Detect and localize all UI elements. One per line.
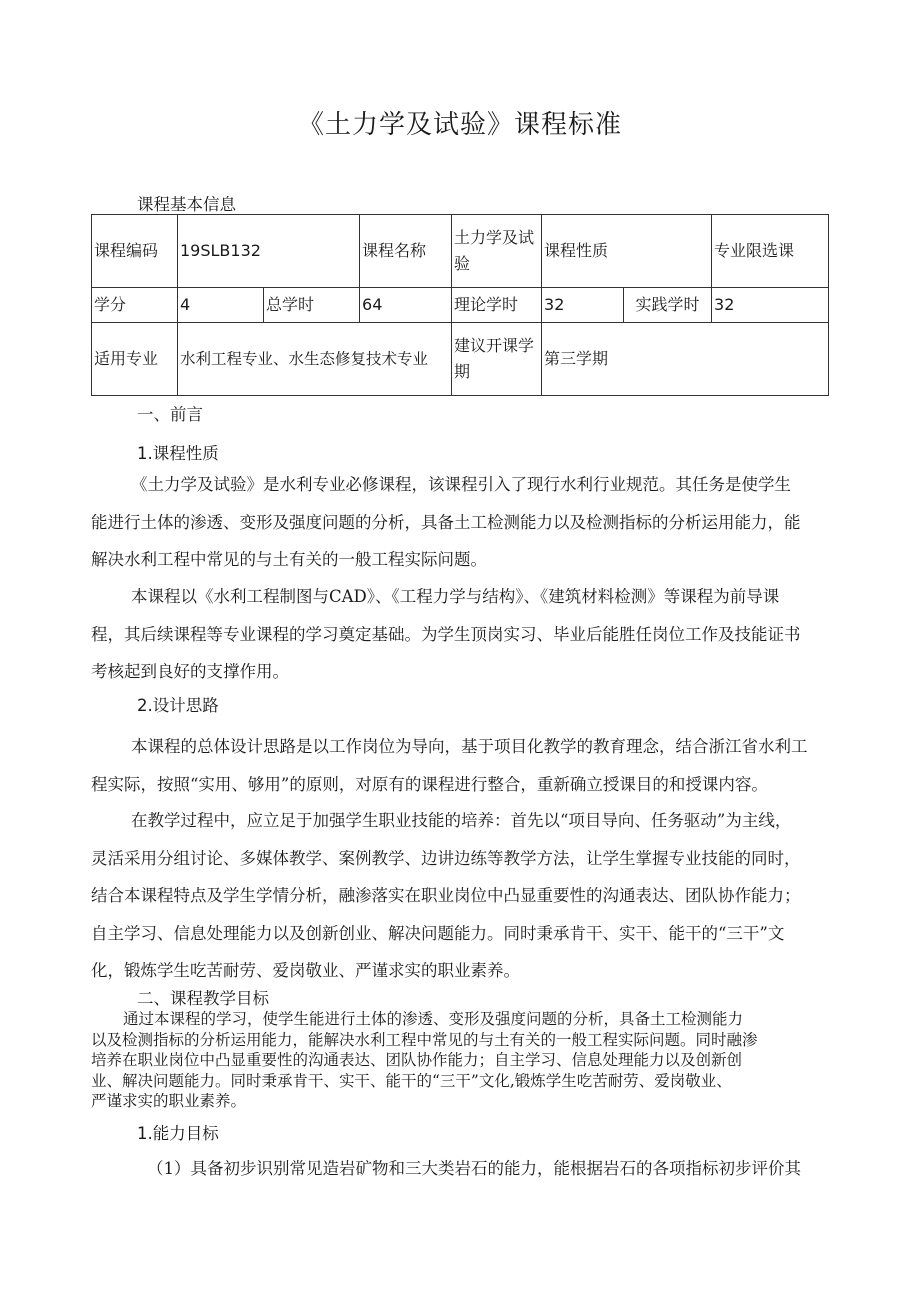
course-name-label: 课程名称 [360, 215, 452, 288]
course-info-table [91, 214, 829, 396]
course-nature-value: 专业限选课 [712, 215, 829, 288]
table-row [92, 288, 829, 323]
subheading-ability-goals: 1.能力目标 [137, 1124, 219, 1143]
table-row [92, 323, 829, 396]
credit-value: 4 [178, 288, 264, 323]
major-label: 适用专业 [92, 323, 178, 396]
total-hours-value: 64 [360, 288, 452, 323]
subheading-design-ideas: 2.设计思路 [137, 696, 219, 715]
section-heading-preface: 一、前言 [137, 405, 203, 424]
basic-info-label: 课程基本信息 [137, 195, 236, 214]
paragraph-teaching-process: 在教学过程中，应立足于加强学生职业技能的培养：首先以“项目导向、任务驱动”为主线， 灵活采用分组讨论、多媒体教学、案例教学、边讲边练等教学方法，让学生掌握专业技能的同时， 结合本课程特点及学生学情分析，融渗落实在职业岗位中凸显重要性的沟通表达、团队协作能力； 自主学习、信息处理能力以及创新创业、解决问题能力。同时秉承肯干、实干、能干的“三干”文 化，锻炼学生吃苦耐劳、爱岗敬业、严谨求实的职业素养。 [91, 811, 801, 981]
major-value: 水利工程专业、水生态修复技术专业 [178, 323, 452, 396]
total-hours-label: 总学时 [264, 288, 360, 323]
course-nature-label: 课程性质 [542, 215, 712, 288]
practice-hours-value: 32 [712, 288, 829, 323]
course-code-label: 课程编码 [92, 215, 178, 288]
ability-goal-item-1: （1）具备初步识别常见造岩矿物和三大类岩石的能力，能根据岩石的各项指标初步评价其 [147, 1159, 801, 1178]
paragraph-course-nature: 《土力学及试验》是水利专业必修课程，该课程引入了现行水利行业规范。其任务是使学生 能进行土体的渗透、变形及强度问题的分析，具备土工检测能力以及检测指标的分析运用能力，能 解决水利工程中常见的与土有关的一般工程实际问题。 [91, 475, 801, 570]
practice-hours-label: 实践学时 [624, 288, 712, 323]
course-code-value: 19SLB132 [178, 215, 360, 288]
theory-hours-value: 32 [542, 288, 624, 323]
paragraph-design-ideas: 本课程的总体设计思路是以工作岗位为导向，基于项目化教学的教育理念，结合浙江省水利工 程实际，按照“实用、够用”的原则，对原有的课程进行整合，重新确立授课目的和授课内容。 [91, 737, 808, 794]
section-heading-objectives: 二、课程教学目标 [137, 989, 269, 1008]
document-title: 《土力学及试验》课程标准 [297, 110, 622, 140]
paragraph-objectives: 通过本课程的学习，使学生能进行土体的渗透、变形及强度问题的分析，具备土工检测能力 以及检测指标的分析运用能力，能解决水利工程中常见的与土有关的一般工程实际问题。同时融渗 培养在职业岗位中凸显重要性的沟通表达、团队协作能力；自主学习、信息处理能力以及创新创 业、解决问题能力。同时秉承肯干、实干、能干的“三干”文化,锻炼学生吃苦耐劳、爱岗敬业、 严谨求实的职业素养。 [91, 1010, 758, 1110]
semester-label: 建议开课学期 [452, 323, 542, 396]
theory-hours-label: 理论学时 [452, 288, 542, 323]
paragraph-prerequisites: 本课程以《水利工程制图与CAD》、《工程力学与结构》、《建筑材料检测》等课程为前导课 程，其后续课程等专业课程的学习奠定基础。为学生顶岗实习、毕业后能胜任岗位工作及技能证书 考核起到良好的支撑作用。 [91, 587, 801, 682]
subheading-course-nature: 1.课程性质 [137, 444, 219, 463]
table-row [92, 215, 829, 288]
semester-value: 第三学期 [542, 323, 829, 396]
credit-label: 学分 [92, 288, 178, 323]
course-name-value: 土力学及试验 [452, 215, 542, 288]
